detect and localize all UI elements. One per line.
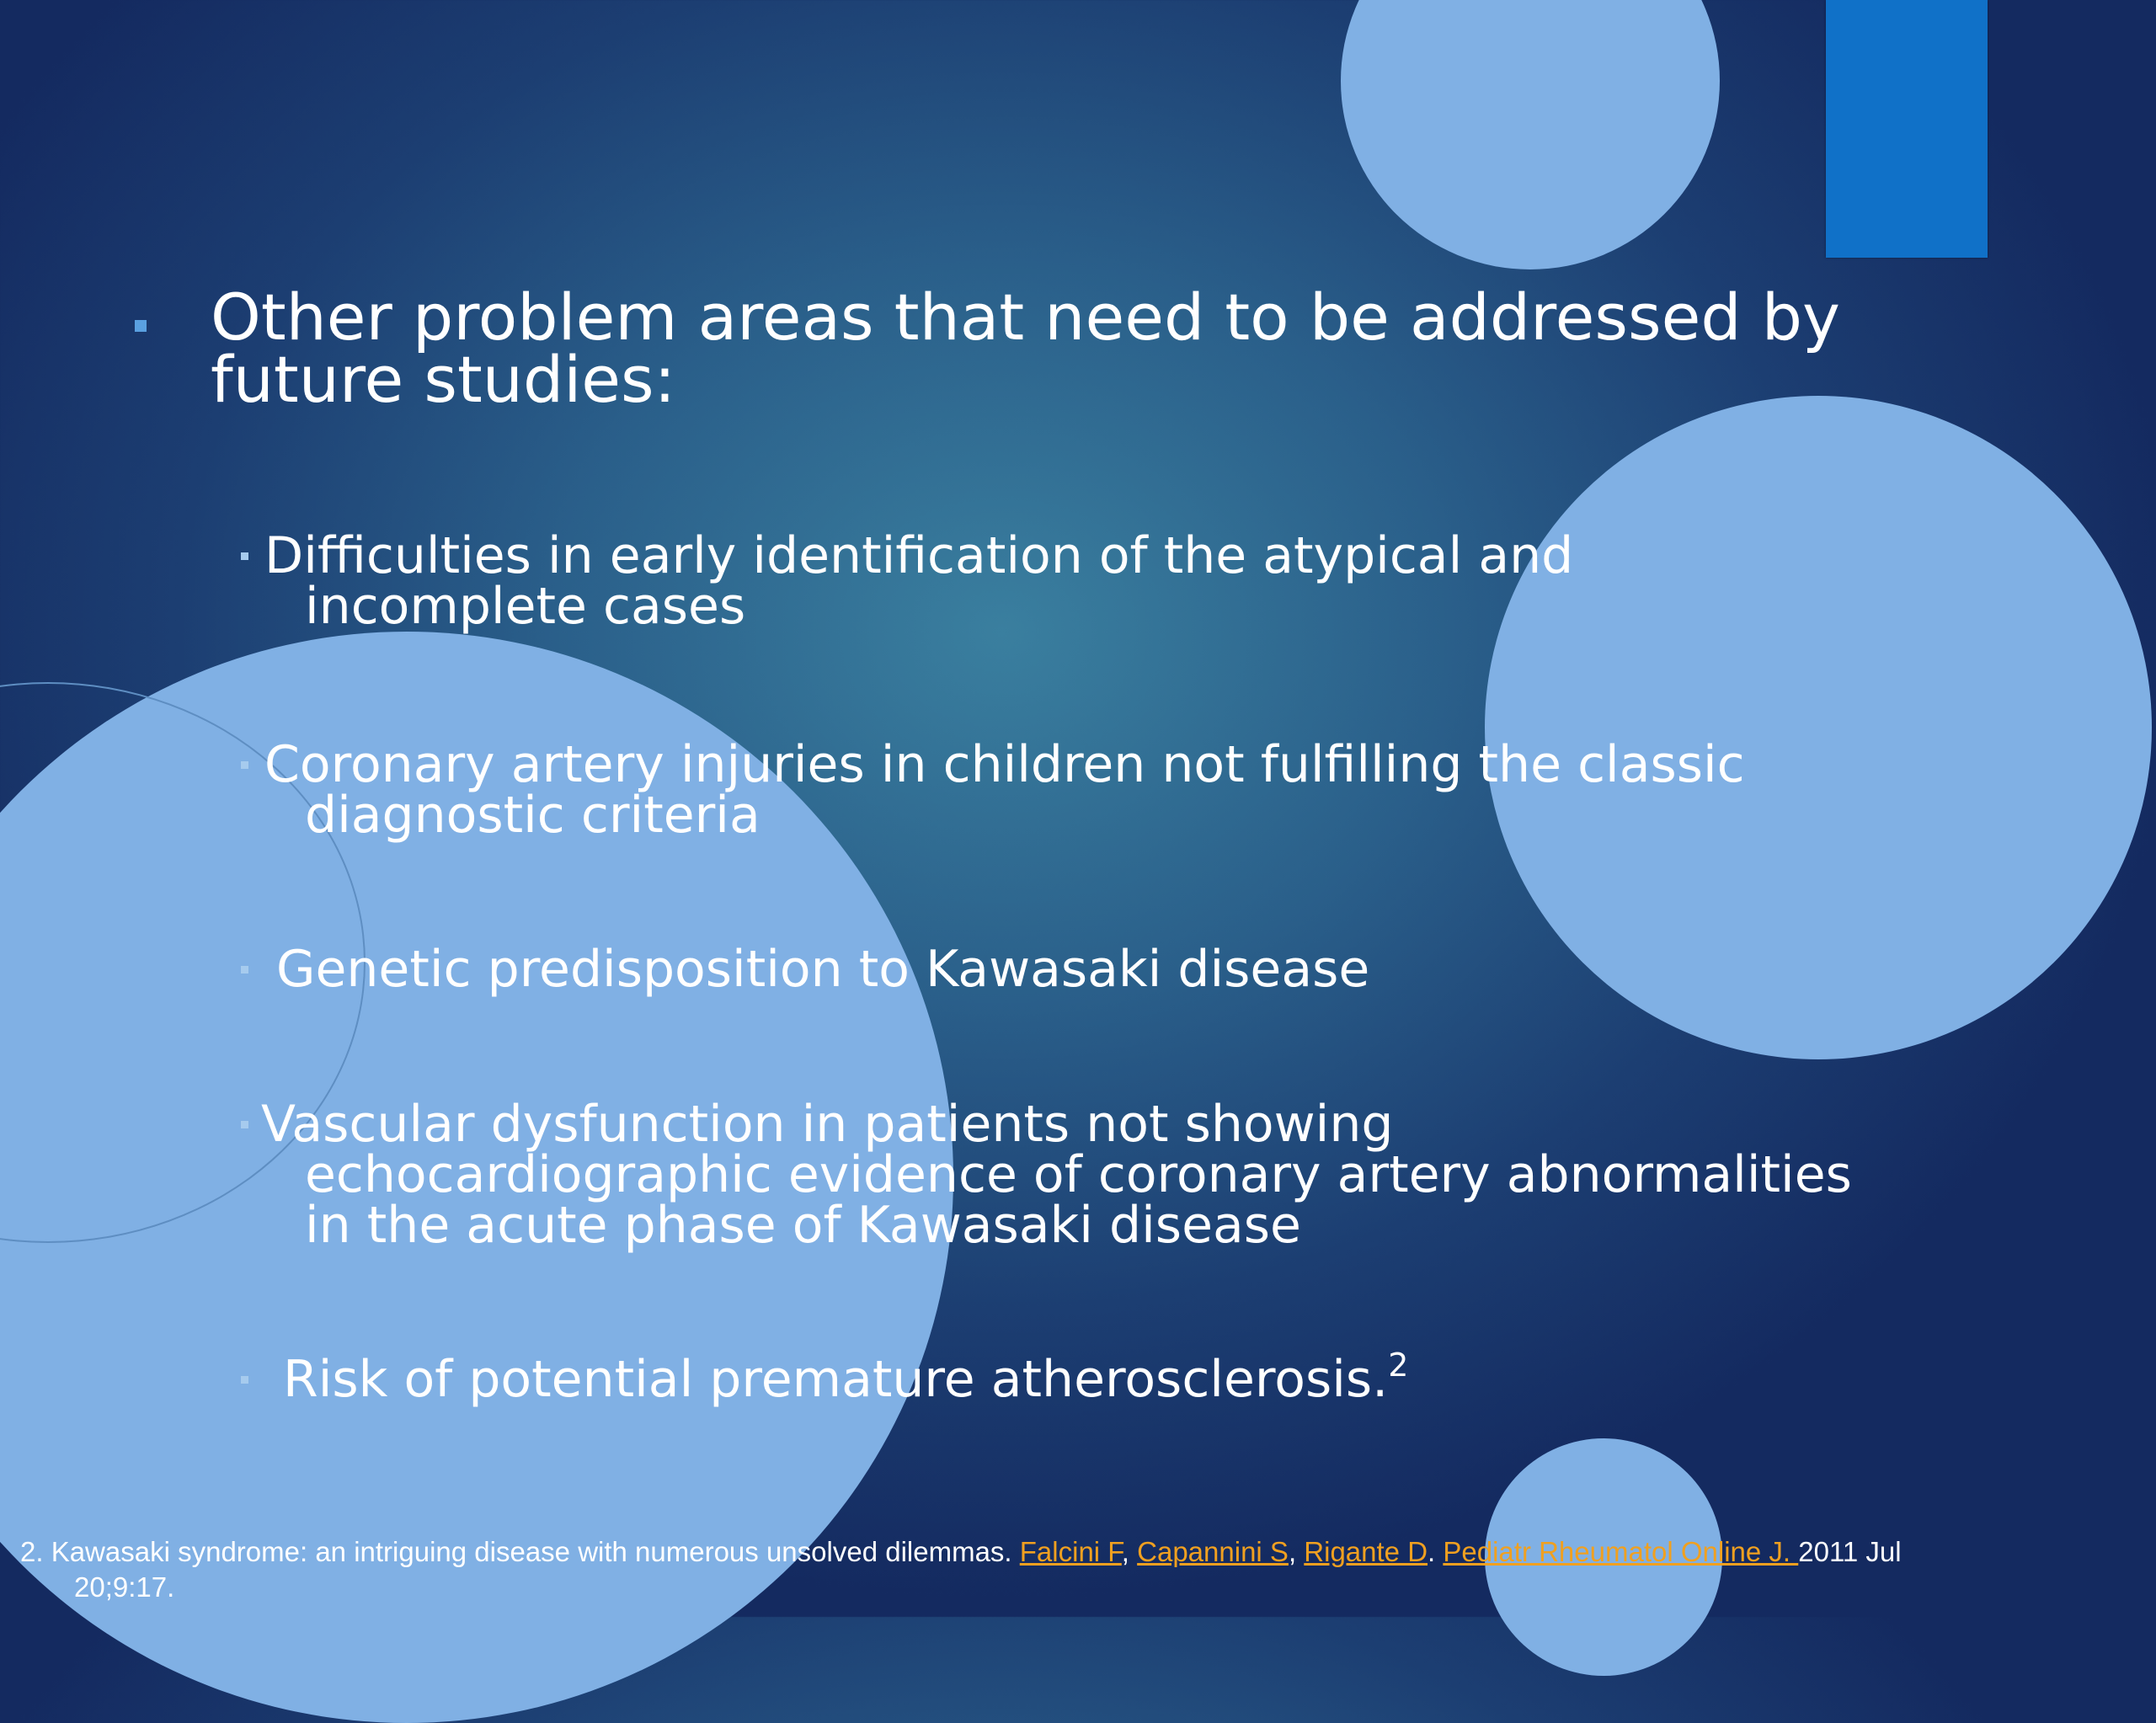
footnote [20,1534,2041,1605]
item-2-line-1: Coronary artery injuries in children not fulfilling the classic [264,735,1745,794]
bullet-icon [241,552,248,560]
bullet-icon [241,761,248,769]
list-item-1 [241,526,1976,636]
author-link-capannini[interactable]: Capannini S [1137,1536,1289,1567]
list-item-3 [241,940,1976,999]
footnote-separator: . [1428,1536,1444,1567]
author-link-rigante[interactable]: Rigante D [1304,1536,1428,1567]
item-4-line-3: in the acute phase of Kawasaki disease [305,1196,1301,1255]
title-line-2: future studies: [211,342,676,417]
title-line-1: Other problem areas that need to be addressed by [211,280,1840,355]
item-4-line-2: echocardiographic evidence of coronary artery abnormalities [305,1145,1852,1204]
footnote-date: 2011 Jul [1798,1536,1902,1567]
author-link-falcini[interactable]: Falcini F [1019,1536,1122,1567]
footnote-separator: , [1121,1536,1138,1567]
item-2-line-2: diagnostic criteria [305,786,760,845]
item-1-line-1: Difficulties in early identification of the atypical and [264,526,1574,585]
footnote-prefix: 2. Kawasaki syndrome: an intriguing disease with numerous unsolved dilemmas. [20,1536,1020,1567]
item-5-line-1: Risk of potential premature atherosclerosis. [283,1350,1389,1409]
title-bullet [135,320,147,332]
bullet-icon [241,966,248,974]
journal-link[interactable]: Pediatr Rheumatol Online J. [1443,1536,1799,1567]
item-4-line-1: Vascular dysfunction in patients not showing [261,1095,1394,1154]
list-item-4 [241,1095,1976,1255]
bullet-icon [241,1376,248,1384]
bullet-icon [241,1121,248,1128]
slide-title [211,280,1979,417]
list-item-5 [241,1347,1976,1409]
footnote-date-continued: 20;9:17. [74,1571,175,1603]
item-1-line-2: incomplete cases [305,577,746,636]
item-3-line-1: Genetic predisposition to Kawasaki disease [276,940,1370,999]
citation-superscript: 2 [1388,1347,1409,1384]
list-item-2 [241,735,1976,845]
footnote-separator: , [1288,1536,1305,1567]
